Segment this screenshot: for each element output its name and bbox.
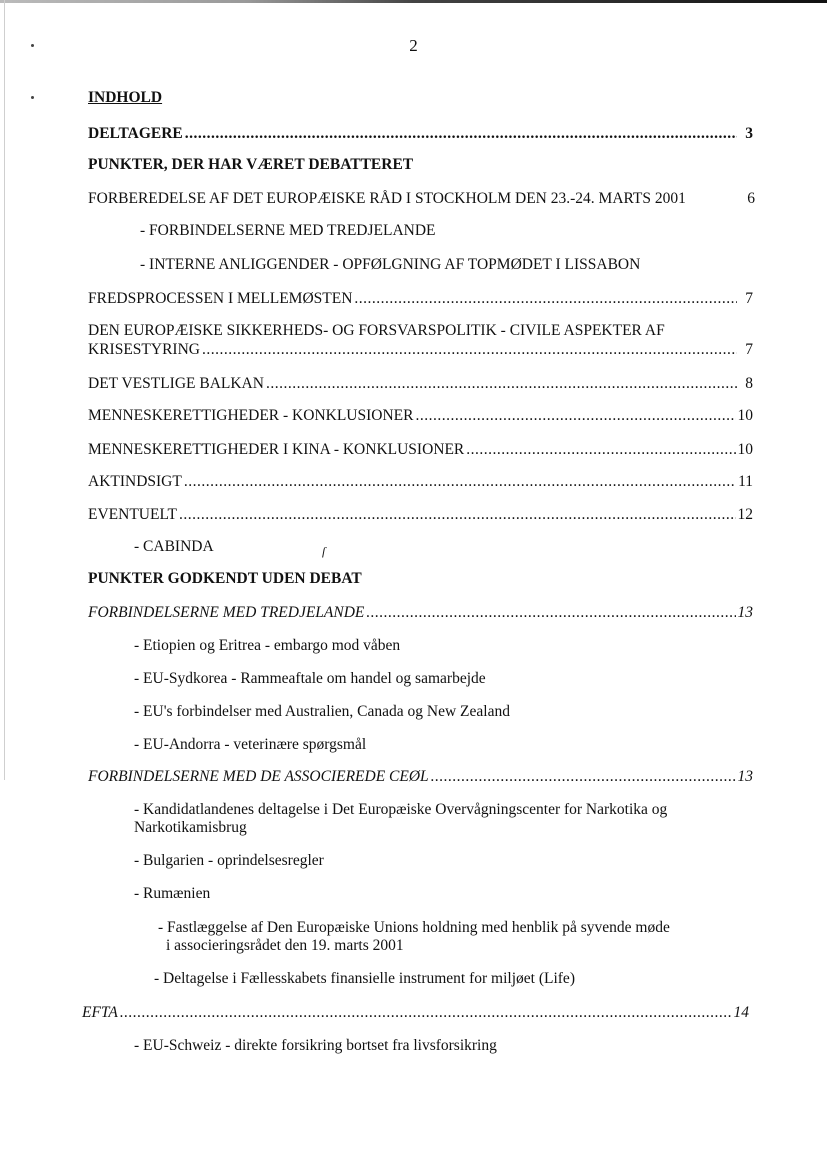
toc-label: EFTA — [82, 1004, 118, 1021]
dot-leader — [120, 1004, 732, 1022]
toc-label: DELTAGERE — [88, 125, 183, 142]
dot-leader — [466, 441, 735, 459]
toc-entry-efta[interactable] — [82, 1004, 749, 1022]
scan-left-edge — [4, 0, 5, 780]
toc-entry-stockholm[interactable] — [88, 190, 755, 208]
toc-subitem: - Kandidatlandenes deltagelse i Det Europæiske Overvågningscenter for Narkotika og — [134, 801, 668, 818]
dot-leader — [415, 407, 735, 425]
toc-label: EVENTUELT — [88, 506, 177, 523]
toc-page: 13 — [737, 768, 753, 785]
toc-label: FORBEREDELSE AF DET EUROPÆISKE RÅD I STOCKHOLM DEN 23.-24. MARTS 2001 — [88, 190, 686, 207]
toc-subitem: - EU-Sydkorea - Rammeaftale om handel og samarbejde — [134, 670, 486, 687]
toc-entry-eventuelt[interactable] — [88, 506, 753, 524]
toc-subitem: - EU's forbindelser med Australien, Canada og New Zealand — [134, 703, 510, 720]
toc-label-line: DEN EUROPÆISKE SIKKERHEDS- OG FORSVARSPOLITIK - CIVILE ASPEKTER AF — [88, 322, 665, 339]
dot-leader — [266, 375, 737, 393]
section-heading-godkendt: PUNKTER GODKENDT UDEN DEBAT — [88, 570, 362, 587]
toc-label: FREDSPROCESSEN I MELLEMØSTEN — [88, 290, 353, 307]
toc-entry-aktindsigt[interactable] — [88, 473, 753, 491]
dot-leader — [366, 604, 735, 622]
dot-leader — [179, 506, 736, 524]
toc-subitem: - Bulgarien - oprindelsesregler — [134, 852, 324, 869]
toc-subsubitem-cont: i associeringsrådet den 19. marts 2001 — [166, 937, 404, 954]
toc-entry-balkan[interactable] — [88, 375, 753, 393]
toc-page: 6 — [747, 190, 755, 207]
toc-page: 10 — [737, 407, 753, 424]
dot-leader — [431, 768, 736, 786]
section-heading-debatteret: PUNKTER, DER HAR VÆRET DEBATTERET — [88, 156, 414, 173]
toc-page: 7 — [745, 290, 753, 307]
toc-label: MENNESKERETTIGHEDER - KONKLUSIONER — [88, 407, 414, 424]
toc-page: 10 — [737, 441, 753, 458]
toc-label: KRISESTYRING — [88, 341, 200, 358]
toc-page: 12 — [737, 506, 753, 523]
toc-page: 7 — [745, 341, 753, 358]
toc-subsubitem: - Deltagelse i Fællesskabets finansielle instrument for miljøet (Life) — [154, 970, 575, 987]
toc-subitem: - CABINDA — [134, 538, 214, 555]
scan-top-edge — [0, 0, 827, 3]
toc-entry-krisestyring[interactable] — [88, 341, 753, 359]
toc-heading: INDHOLD — [88, 89, 163, 106]
toc-subitem: - Rumænien — [134, 885, 211, 902]
toc-page: 8 — [745, 375, 753, 392]
dot-leader — [185, 125, 737, 143]
toc-entry-fredsprocessen[interactable] — [88, 290, 753, 308]
toc-label: MENNESKERETTIGHEDER I KINA - KONKLUSIONER — [88, 441, 465, 458]
scan-speck — [31, 96, 34, 99]
toc-subitem: - Etiopien og Eritrea - embargo mod våben — [134, 637, 401, 654]
scan-mark: ſ — [322, 544, 326, 558]
toc-entry-tredjelande[interactable] — [88, 604, 753, 622]
dot-leader — [354, 290, 737, 308]
toc-entry-ceol[interactable] — [88, 768, 753, 786]
page-number: 2 — [409, 36, 418, 55]
toc-subitem: - INTERNE ANLIGGENDER - OPFØLGNING AF TOPMØDET I LISSABON — [140, 256, 641, 273]
toc-page: 11 — [738, 473, 753, 490]
toc-label: DET VESTLIGE BALKAN — [88, 375, 264, 392]
toc-page: 14 — [733, 1004, 749, 1021]
toc-label: FORBINDELSERNE MED DE ASSOCIEREDE CEØL — [88, 768, 429, 785]
toc-page: 3 — [745, 125, 753, 142]
dot-leader — [202, 341, 737, 359]
toc-subitem: - EU-Schweiz - direkte forsikring bortset fra livsforsikring — [134, 1037, 497, 1054]
toc-label: AKTINDSIGT — [88, 473, 182, 490]
toc-page: 13 — [737, 604, 753, 621]
toc-subsubitem: - Fastlæggelse af Den Europæiske Unions holdning med henblik på syvende møde — [158, 919, 670, 936]
toc-subitem: - FORBINDELSERNE MED TREDJELANDE — [140, 222, 436, 239]
toc-label: FORBINDELSERNE MED TREDJELANDE — [88, 604, 365, 621]
toc-subitem: - EU-Andorra - veterinære spørgsmål — [134, 736, 367, 753]
toc-entry-menneskerettigheder[interactable] — [88, 407, 753, 425]
dot-leader — [184, 473, 736, 491]
toc-entry-kina[interactable] — [88, 441, 753, 459]
toc-entry-deltagere[interactable] — [88, 125, 753, 143]
toc-subitem-cont: Narkotikamisbrug — [134, 819, 247, 836]
